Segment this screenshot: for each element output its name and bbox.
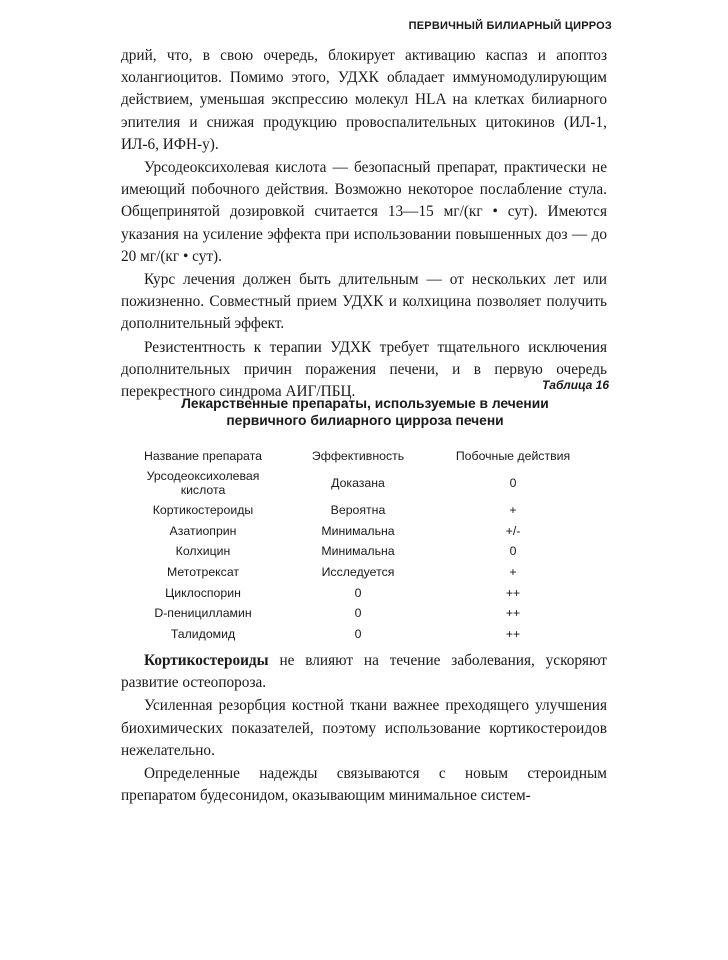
- table-cell: +: [509, 503, 517, 518]
- paragraph: дрий, что, в свою очередь, блокирует активацию каспаз и апоптоз холангиоцитов. Помимо этого, УДХК обладает иммуномодулирующим действием, уменьшая экспрессию молекул HLA на клетках билиарного эпителия и снижая продукцию провоспалительных цитокинов (ИЛ-1, ИЛ-6, ИФН-у).: [121, 47, 607, 153]
- table-cell: Циклоспорин: [165, 585, 241, 600]
- table-cell: Талидомид: [170, 626, 236, 641]
- table-header-row: [123, 446, 593, 466]
- table-cell: Доказана: [331, 476, 385, 490]
- table-row: [123, 500, 593, 521]
- table-row: [123, 562, 593, 583]
- table-cell: Минимальна: [321, 523, 395, 538]
- table-cell: Колхицин: [175, 544, 231, 559]
- paragraph: Определенные надежды связываются с новым стероидным препаратом будесонидом, оказывающим минимальное систем-: [121, 765, 607, 805]
- table-cell: Азатиоприн: [169, 523, 237, 538]
- table-cell: 0: [509, 544, 517, 559]
- table-cell-text: Урсодеоксихолевая кислота: [146, 469, 260, 497]
- paragraph: Резистентность к терапии УДХК требует тщательного исключения дополнительных причин поражения печени, и в первую очередь перекрестного синдрома АИГ/ПБЦ.: [121, 338, 607, 401]
- column-header: Побочные действия: [455, 449, 571, 463]
- table-row: [123, 582, 593, 603]
- column-header: Название препарата: [144, 449, 262, 463]
- table-cell: ++: [505, 626, 521, 641]
- table-block: [121, 378, 609, 644]
- table-row: [123, 603, 593, 624]
- table-cell: Исследуется: [321, 565, 395, 580]
- body-text-top: [121, 45, 607, 403]
- column-header: Эффективность: [311, 449, 405, 463]
- body-text-bottom: [121, 650, 607, 807]
- paragraph-text: не влияют на течение заболевания, ускоряют развитие остеопороза.: [121, 652, 607, 692]
- table-cell: Метотрексат: [166, 565, 240, 580]
- table-cell: 0: [354, 606, 362, 621]
- paragraph: Курс лечения должен быть длительным — от нескольких лет или пожизненно. Совместный прием УДХК и колхицина позволяет получить дополнительный эффект.: [121, 271, 607, 333]
- table-cell: 0: [354, 626, 362, 641]
- table-cell: +: [509, 565, 517, 580]
- table-row: [123, 466, 593, 500]
- table-cell: Вероятна: [330, 503, 386, 518]
- paragraph: Усиленная резорбция костной ткани важнее преходящего улучшения биохимических показателей, поэтому использование кортикостероидов нежелательно.: [121, 697, 607, 759]
- table-cell: [123, 466, 283, 500]
- table-cell: D-пеницилламин: [154, 606, 252, 621]
- table-number: Таблица 16: [541, 378, 609, 392]
- drug-table: [123, 446, 593, 644]
- table-title-line: первичного билиарного цирроза печени: [226, 413, 504, 428]
- bold-term: Кортикостероиды: [144, 652, 269, 669]
- table-row: [123, 624, 593, 645]
- table-title: [121, 395, 609, 429]
- table-cell: ++: [505, 606, 521, 621]
- running-header: ПЕРВИЧНЫЙ БИЛИАРНЫЙ ЦИРРОЗ: [408, 20, 612, 32]
- table-cell: Кортикостероиды: [152, 503, 254, 518]
- paragraph: Урсодеоксихолевая кислота — безопасный препарат, практически не имеющий побочного действия. Возможно некоторое послабление стула. Общепринятой дозировкой считается 13—15 мг/(кг • сут). Имеются указания на усиление эффекта при использовании повышенных доз — до 20 мг/(кг • сут).: [121, 159, 607, 265]
- table-cell: 0: [354, 585, 362, 600]
- table-cell: ++: [505, 585, 521, 600]
- table-row: [123, 521, 593, 542]
- table-cell: +/-: [505, 523, 521, 538]
- table-cell: Минимальна: [321, 544, 395, 559]
- paragraph: [121, 650, 607, 694]
- table-cell: 0: [509, 476, 517, 490]
- table-title-line: Лекарственные препараты, используемые в лечении: [181, 396, 549, 411]
- table-row: [123, 541, 593, 562]
